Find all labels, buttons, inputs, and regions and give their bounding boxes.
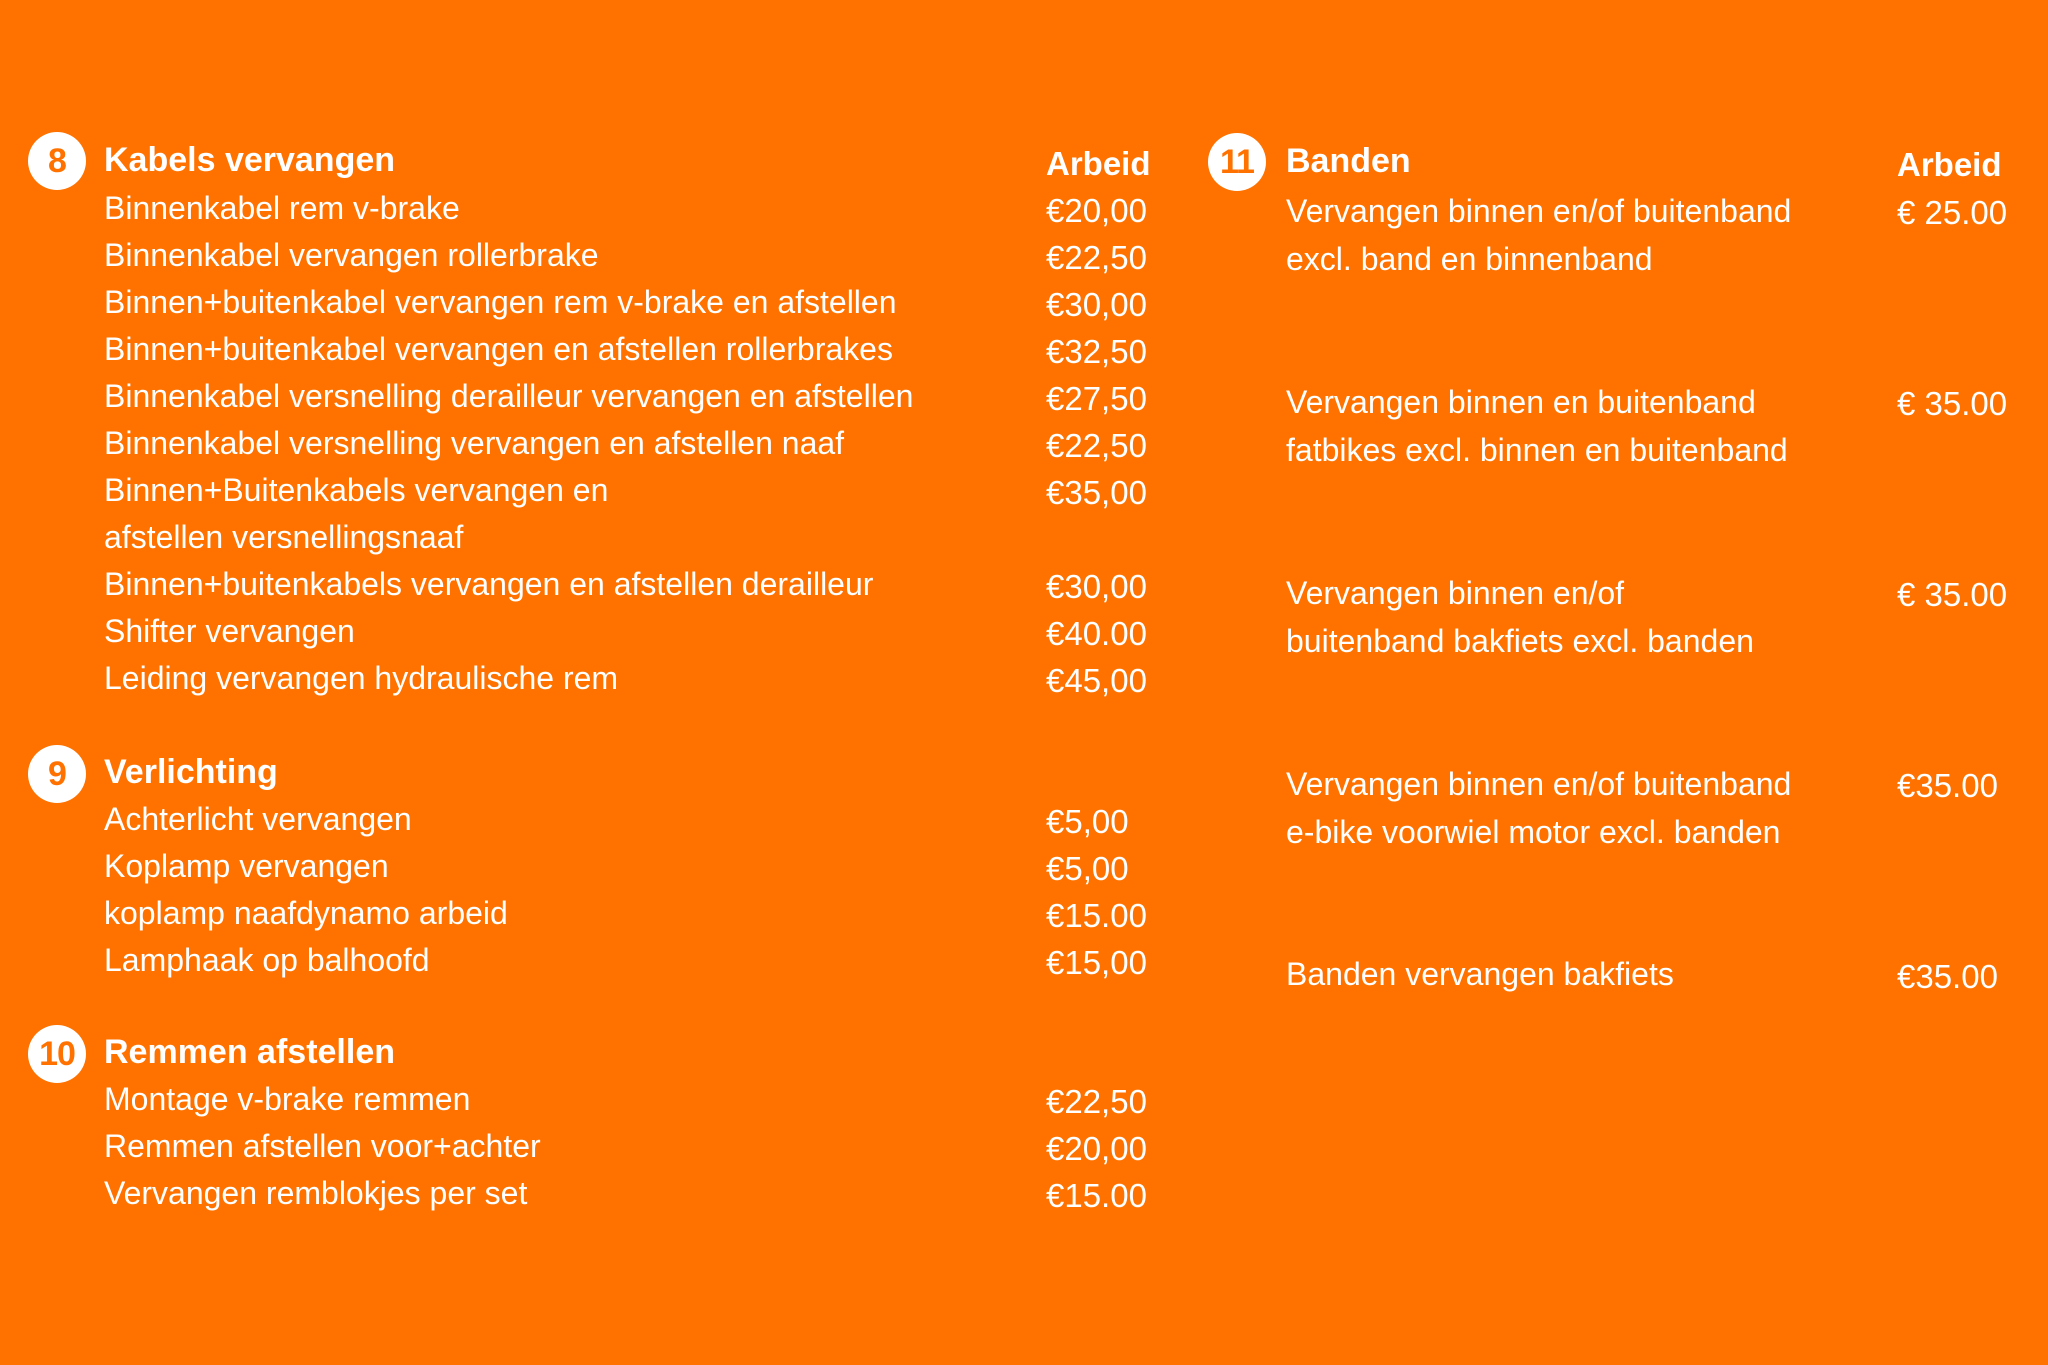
price-item-value: €30,00 [1046, 286, 1147, 323]
price-item-value: €30,00 [1046, 568, 1147, 605]
price-item-label: Vervangen binnen en buitenband fatbikes excl. binnen en buitenband [1286, 384, 1788, 468]
price-item-label: Leiding vervangen hydraulische rem [104, 660, 619, 696]
price-item-label: Binnenkabel rem v-brake [104, 190, 460, 226]
price-item-value: €35.00 [1897, 958, 1998, 995]
price-item-label: Binnen+buitenkabel vervangen en afstellen rollerbrakes [104, 331, 893, 367]
price-item-label: Vervangen binnen en/of buitenband excl. band en binnenband [1286, 193, 1792, 277]
price-item-label: koplamp naafdynamo arbeid [104, 895, 508, 931]
price-item-label: Shifter vervangen [104, 613, 355, 649]
price-item-value: €32,50 [1046, 333, 1147, 370]
price-item-value: €5,00 [1046, 850, 1129, 887]
section-title: Remmen afstellen [104, 1033, 395, 1071]
price-item-value: € 35.00 [1897, 576, 2008, 613]
price-item-value: €27,50 [1046, 380, 1147, 417]
price-item-label: Remmen afstellen voor+achter [104, 1128, 541, 1164]
price-item-value: €35,00 [1046, 474, 1147, 511]
section-number-badge: 10 [28, 1025, 86, 1083]
price-item-label: Binnenkabel vervangen rollerbrake [104, 237, 599, 273]
section-title: Kabels vervangen [104, 141, 396, 179]
price-item-value: €20,00 [1046, 1130, 1147, 1167]
price-item-label: Koplamp vervangen [104, 848, 389, 884]
section-number-badge: 8 [28, 132, 86, 190]
section-title: Verlichting [104, 753, 278, 791]
price-item-value: € 35.00 [1897, 385, 2008, 422]
price-item-label: Vervangen remblokjes per set [104, 1175, 528, 1211]
section-number-badge: 11 [1208, 133, 1266, 191]
price-item-value: €15.00 [1046, 897, 1147, 934]
price-item-label: Binnen+buitenkabel vervangen rem v-brake en afstellen [104, 284, 897, 320]
price-item-value: €20,00 [1046, 192, 1147, 229]
price-item-label: Achterlicht vervangen [104, 801, 412, 837]
price-item-label: Lamphaak op balhoofd [104, 942, 430, 978]
section-title: Banden [1286, 142, 1411, 180]
price-item-value: €5,00 [1046, 803, 1129, 840]
price-item-label: Binnenkabel versnelling derailleur vervangen en afstellen [104, 378, 914, 414]
price-item-label: Vervangen binnen en/of buitenband bakfiets excl. banden [1286, 575, 1754, 659]
section-number-badge: 9 [28, 745, 86, 803]
price-item-value: €45,00 [1046, 662, 1147, 699]
price-item-label: Banden vervangen bakfiets [1286, 956, 1674, 992]
price-item-value: €35.00 [1897, 767, 1998, 804]
price-item-label: Binnen+buitenkabels vervangen en afstellen derailleur [104, 566, 874, 602]
price-item-value: €22,50 [1046, 1083, 1147, 1120]
column-header-arbeid: Arbeid [1897, 146, 2002, 183]
column-header-arbeid: Arbeid [1046, 145, 1151, 182]
price-item-label: Binnen+Buitenkabels vervangen en [104, 472, 609, 508]
price-item-label-line2: afstellen versnellingsnaaf [104, 519, 464, 555]
price-item-value: €22,50 [1046, 239, 1147, 276]
price-item-label: Binnenkabel versnelling vervangen en afstellen naaf [104, 425, 845, 461]
price-item-value: €22,50 [1046, 427, 1147, 464]
price-item-value: €15,00 [1046, 944, 1147, 981]
price-item-value: €15.00 [1046, 1177, 1147, 1214]
price-item-label: Montage v-brake remmen [104, 1081, 471, 1117]
price-item-label: Vervangen binnen en/of buitenband e-bike voorwiel motor excl. banden [1286, 766, 1792, 850]
price-item-value: €40.00 [1046, 615, 1147, 652]
price-item-value: € 25.00 [1897, 194, 2008, 231]
